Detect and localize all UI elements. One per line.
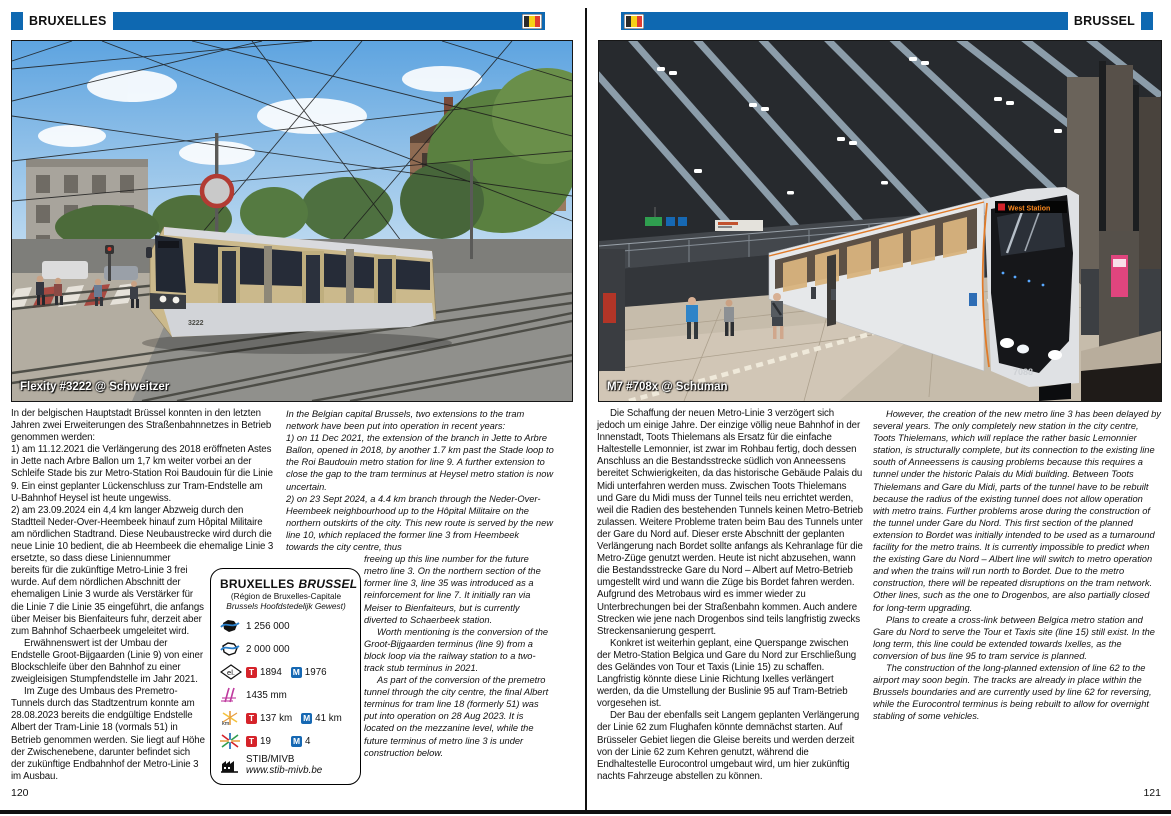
paragraph: 2) on 23 Sept 2024, a 4.4 km branch through the Neder-Over-Heembeek neighbourhood up to the Hôpital Militaire on the northern outskirts of the city. This new route is served by the new line 10, which replaced the former line 3 from Heembeek towards the city centre, thus: [286, 493, 553, 553]
paragraph: 2) am 23.09.2024 ein 4,4 km langer Abzweig durch den Stadtteil Neder-Over-Heembeek hinauf zum Hôpital Militaire am nördlichen Stadtrand. Diese Neubaustrecke wird durch die neue Linie 10 bedient, die ab Heembeek die ehemalige Linie 3 ersetzte, so dass diese Liniennummer: [11, 504, 274, 565]
city-population-icon: [220, 618, 246, 634]
paragraph: Worth mentioning is the conversion of the Groot-Bijgaarden terminus (line 9) from a block loop via the railway station to a two-track stub terminus in 2021.: [364, 626, 549, 673]
page-number-left: 120: [11, 787, 29, 799]
paragraph: In the Belgian capital Brussels, two extensions to the tram network have been put into operation in recent years:: [286, 409, 525, 432]
infobox-subtitle: (Région de Bruxelles-Capitale Brussels Hoofdstedelijk Gewest): [226, 591, 346, 611]
route-length-icon: [220, 710, 246, 726]
right-page-english-column: [873, 408, 1161, 722]
paragraph: Der Bau der ebenfalls seit Langem geplanten Verlängerung der Linie 62 zum Flughafen könnte demnächst starten. Auf Brüsseler Gebiet liegen die Gleise bereits und werden derzeit von der Linie 62 zum Kehren genutzt, während die Endhaltestelle Eurocontrol umgebaut wird, um hier zukünftig nachts Fahrzeuge abstellen zu können.: [597, 710, 860, 782]
paragraph: Im Zuge des Umbaus des Premetro-Tunnels durch das Stadtzentrum konnte am 28.08.2023 bereits die endgültige Endstelle Albert der Tram-Linie 18 (vormals 51) in Betrieb genommen werden. Sie liegt auf Höhe der Zwischenebene, darunter befindet sich der zukünftige Endbahnhof der Metro-Linie 3 im Ausbau.: [11, 686, 205, 782]
page-divider: [585, 8, 587, 811]
paragraph: 1) on 11 Dec 2021, the extension of the branch in Jette to Arbre Ballon, opened in 2018, by another 1.7 km past the Stade loop to the Roi Baudouin metro station for line 9. A further extension to close the gap to the tram terminus at Heysel metro station is now uncertain.: [286, 433, 554, 492]
paragraph: 1) am 11.12.2021 die Verlängerung des 2018 eröffneten Astes in Jette nach Arbre Ballon um 1,7 km weiter vorbei an der Schleife Stade bis zur Metro-Station Roi Baudouin für die Linie 9. Ein einst geplanter Lückenschluss zur Tram-Endstelle am U-Bahnhof Heysel ist heute ungewiss.: [11, 444, 273, 504]
paragraph: Plans to create a cross-link between Belgica metro station and Gare du Nord to serve the Tour et Taxis site (line 15) still exist. In the long term, this line could be extended towards Ixelles, as the conversion of bus line 95 to tram service is planned.: [873, 614, 1155, 661]
paragraph: However, the creation of the new metro line 3 has been delayed by several years. The only completely new station in the city centre, Toots Thielemans, which will replace the rather basic Lemonnier station, is structurally complete, but its connection to the existing line south of Anneessens is causing problems because this requires a tunnel under the historic Palais du Midi building. Between Toots Thielemans and Gare du Midi, parts of the tunnel have to be rebuilt because the radius of the existing tunnel does not allow operation with metro trains. Further problems arose during the construction of the tunnel under Gare du Nord. This first section of the planned extension to Bordet was initially intended to be used as a turnaround facility for the metro trains. It is currently impossible to predict when the existing Gare du Nord – Albert line will switch to metro operation and when the trains will run north to Bordet. Due to the metro construction, there will be repeated disruptions on the tram network. Other lines, such as the one to Drogenbos, are also partially closed for long-term upgrading.: [873, 409, 1161, 613]
right-page-german-column: [597, 408, 863, 783]
page-header-left: [11, 12, 545, 30]
page-number-right: 121: [1143, 787, 1161, 799]
paragraph: freeing up this line number for the future metro line 3. On the northern section of the former line 3, line 35 was introduced as a reinforcement for line 7. It initially ran via Meiser to Bienfaiteurs, but is currently diverted to Schaerbeek station.: [364, 554, 541, 625]
fire-cabinet: [603, 293, 616, 323]
belgium-flag-icon: [524, 16, 540, 27]
metro-photo: [598, 40, 1162, 402]
paragraph: The construction of the long-planned extension of line 62 to the airport may soon begin. The tracks are already in place within the Brussels boundaries and are currently used by line 62 for reversing, while the Eurocontrol terminus is being rebuilt to allow for overnight stabling of some vehicles.: [873, 662, 1152, 722]
tram-badge: T: [246, 736, 257, 747]
electrification-row: el. T 1894 M 1976: [220, 664, 352, 680]
page-title-left: BRUXELLES: [23, 12, 113, 30]
operator-website: www.stib-mivb.be: [246, 765, 323, 777]
metro-scene: [599, 41, 1161, 401]
tram-badge: T: [246, 713, 257, 724]
tram-scene: [12, 41, 572, 401]
paragraph: Konkret ist weiterhin geplant, eine Querspange zwischen der Metro-Station Belgica und Gare du Nord zur Erschließung des Geländes von Tour et Taxis (Linie 15) zu schaffen. Langfristig könnte diese Linie Richtung Ixelles verlängert werden, da die Umstellung der Buslinie 95 auf Tram-Betrieb vorgesehen ist.: [597, 637, 857, 710]
header-accent-square: [1141, 12, 1153, 30]
metro-badge: M: [303, 712, 311, 723]
tram-fleet-number: 3222: [188, 320, 204, 327]
electrification-icon: [220, 664, 246, 680]
paragraph: bereits für die zukünftige Metro-Linie 3 frei wurde. Auf dem nördlichen Abschnitt der ehemaligen Linie 3 wurde als Verstärker für die Linie 7 die Linie 35 eingeführt, die anfangs über Meiser bis Bienfaiteurs fuhr, derzeit aber zum Bahnhof Schaerbeek umgeleitet wird.: [11, 565, 204, 637]
header-accent-square: [11, 12, 23, 30]
header-bar: [621, 12, 1068, 30]
gauge-row: 1435 mm: [220, 687, 352, 703]
operator-logo: [969, 293, 977, 306]
region-population-icon: [220, 641, 246, 657]
page-title-right: BRUSSEL: [1068, 12, 1141, 30]
paragraph: In der belgischen Hauptstadt Brüssel konnten in den letzten Jahren zwei Erweiterungen des Straßenbahnnetzes in Betrieb genommen werden:: [11, 408, 272, 444]
lines-count-row: T 19 M 4: [220, 733, 352, 749]
photo-caption: Flexity #3222 @ Schweitzer: [20, 381, 170, 393]
paragraph: Erwähnenswert ist der Umbau der Endstelle Groot-Bijgaarden (Linie 9) von einer Blockschleife über den Bahnhof zu einer zweigleisigen Stumpfendstelle im Jahr 2021.: [11, 637, 203, 686]
paragraph: As part of the conversion of the premetro tunnel through the city centre, the final Albert terminus for tram line 18 (formerly 51) was put into operation on 28 Aug 2023. It is located on the mezzanine level, while the future terminus of metro line 3 is under construction below.: [364, 675, 549, 758]
operator-name: STIB/MIVB: [246, 754, 295, 766]
track-gauge-icon: [220, 687, 246, 703]
tram-badge: T: [246, 667, 257, 678]
line-number-display: [998, 204, 1005, 211]
metro-fleet-number: 7088: [1013, 367, 1034, 377]
city-population-row: 1 256 000: [220, 618, 352, 634]
belgium-flag-icon: [626, 16, 642, 27]
destination-display: West Station: [1008, 205, 1051, 213]
region-population-row: 2 000 000: [220, 641, 352, 657]
exit-sign: [645, 217, 662, 226]
route-length-row: km T 137 km M 41 km: [220, 710, 352, 726]
tram-photo: [11, 40, 573, 402]
infobox-title: BRUXELLES BRUSSEL: [220, 577, 358, 591]
network-lines-icon: [220, 733, 246, 749]
operator-depot-icon: [220, 757, 246, 773]
header-bar: [113, 12, 545, 30]
metro-badge: M: [292, 666, 300, 677]
photo-caption: M7 #708x @ Schuman: [607, 381, 728, 393]
svg-text:km: km: [222, 721, 230, 727]
metro-sign: [666, 217, 675, 226]
city-statistics-box: [210, 568, 361, 785]
svg-text:el.: el.: [227, 667, 235, 677]
metro-badge: M: [292, 735, 301, 746]
direction-sign: [715, 220, 763, 231]
page-header-right: [621, 12, 1153, 30]
bottom-rule: [0, 810, 1171, 814]
paragraph: Die Schaffung der neuen Metro-Linie 3 verzögert sich jedoch um einige Jahre. Der einzige völlig neue Bahnhof in der Innenstadt, Toots Thielemans als Ersatz für die einfache Haltestelle Lemonnier, ist zwar im Rohbau fertig, doch dessen Anschluss an die Bestandsstrecke südlich von Anneessens bereitet Schwierigkeiten, da das historische Gebäude Palais du Midi unterfahren werden muss. Zwischen Toots Thielemans und Gare du Midi muss der Tunnel teils neu errichtet werden, weil die Radien des bestehenden Tunnels keinen Metro-Betrieb zulassen. Weitere Probleme traten beim Bau des Tunnels unter der Gare du Nord auf. Dieser erste Abschnitt der geplanten Verlängerung nach Bordet sollte anfangs als Kehranlage für die Metro-Züge genutzt werden. Heute ist nicht abzusehen, wann die Bestandsstrecke Gare du Nord – Albert auf Metro-Betrieb umgestellt wird und wann die Züge bis Bordet fahren werden. Aufgrund des Metrobaus wird es immer wieder zu Unterbrechungen bei der Straßenbahn kommen. Auch andere Strecken wie jene nach Drogenbos sind teils langfristig zwecks Streckensanierung gesperrt.: [597, 408, 863, 637]
operator-row: [220, 754, 352, 776]
